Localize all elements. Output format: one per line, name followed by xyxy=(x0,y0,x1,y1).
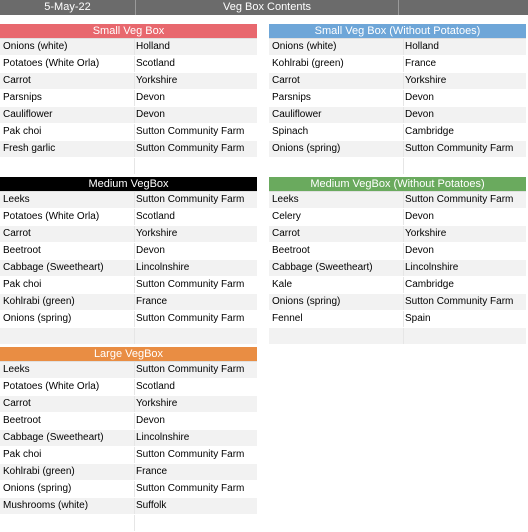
table-row[interactable] xyxy=(269,107,526,124)
origin-cell[interactable]: Devon xyxy=(405,245,434,256)
origin-cell[interactable]: Holland xyxy=(405,41,439,52)
cell-divider xyxy=(134,124,135,140)
table-row[interactable] xyxy=(269,243,526,260)
item-cell[interactable]: Pak choi xyxy=(3,279,42,290)
origin-cell[interactable]: Devon xyxy=(136,415,165,426)
cell-divider xyxy=(134,73,135,89)
table-row[interactable] xyxy=(0,430,257,447)
medium-vegbox-table xyxy=(0,177,257,345)
item-cell[interactable]: Fennel xyxy=(272,313,303,324)
item-cell[interactable]: Pak choi xyxy=(3,449,42,460)
origin-cell[interactable]: Devon xyxy=(136,245,165,256)
cell-divider xyxy=(134,209,135,225)
table-row[interactable] xyxy=(269,209,526,226)
origin-cell[interactable]: Sutton Community Farm xyxy=(136,449,245,460)
table-row[interactable] xyxy=(0,413,257,430)
cell-divider xyxy=(134,447,135,463)
table-row[interactable] xyxy=(269,294,526,311)
item-cell[interactable]: Carrot xyxy=(3,398,31,409)
table-row[interactable] xyxy=(269,73,526,90)
table-row[interactable] xyxy=(269,328,526,345)
origin-cell[interactable]: Sutton Community Farm xyxy=(405,194,514,205)
item-cell[interactable]: Spinach xyxy=(272,126,309,137)
table-row[interactable] xyxy=(0,464,257,481)
origin-cell[interactable]: Holland xyxy=(136,41,170,52)
small-veg-box-title[interactable]: Small Veg Box xyxy=(0,24,257,39)
table-row[interactable] xyxy=(0,277,257,294)
cell-divider xyxy=(134,277,135,293)
table-row[interactable] xyxy=(0,379,257,396)
cell-divider xyxy=(134,515,135,531)
origin-cell[interactable]: Devon xyxy=(405,109,434,120)
origin-cell[interactable]: France xyxy=(405,58,437,69)
origin-cell[interactable]: Scotland xyxy=(136,211,175,222)
cell-divider xyxy=(403,328,404,344)
cell-divider xyxy=(134,39,135,55)
item-cell[interactable]: Leeks xyxy=(272,194,299,205)
cell-divider xyxy=(134,396,135,412)
table-row[interactable] xyxy=(0,107,257,124)
origin-cell[interactable]: Yorkshire xyxy=(136,398,178,409)
sheet-header xyxy=(0,0,528,15)
small-veg-box-without-potatoes-table xyxy=(269,24,526,175)
cell-divider xyxy=(403,243,404,259)
table-row[interactable] xyxy=(0,260,257,277)
item-cell[interactable]: Carrot xyxy=(272,228,300,239)
origin-cell[interactable]: Sutton Community Farm xyxy=(136,313,245,324)
table-row[interactable] xyxy=(0,124,257,141)
large-vegbox-title[interactable]: Large VegBox xyxy=(0,347,257,362)
cell-divider xyxy=(403,90,404,106)
table-row[interactable] xyxy=(0,158,257,175)
origin-cell[interactable]: Scotland xyxy=(136,381,175,392)
header-title[interactable]: Veg Box Contents xyxy=(222,1,312,13)
origin-cell[interactable]: Yorkshire xyxy=(405,75,447,86)
origin-cell[interactable]: Devon xyxy=(405,92,434,103)
item-cell[interactable]: Kohlrabi (green) xyxy=(3,296,75,307)
cell-divider xyxy=(134,413,135,429)
table-row[interactable] xyxy=(269,311,526,328)
table-row[interactable] xyxy=(269,260,526,277)
cell-divider xyxy=(134,328,135,344)
small-veg-box-table xyxy=(0,24,257,175)
cell-divider xyxy=(134,362,135,378)
item-cell[interactable]: Potatoes (White Orla) xyxy=(3,58,100,69)
origin-cell[interactable]: France xyxy=(136,466,168,477)
table-row[interactable] xyxy=(269,141,526,158)
item-cell[interactable]: Pak choi xyxy=(3,126,42,137)
item-cell[interactable]: Onions (white) xyxy=(272,41,337,52)
table-row[interactable] xyxy=(0,243,257,260)
cell-divider xyxy=(134,158,135,174)
item-cell[interactable]: Onions (white) xyxy=(3,41,68,52)
origin-cell[interactable]: Scotland xyxy=(136,58,175,69)
origin-cell[interactable]: Devon xyxy=(405,211,434,222)
cell-divider xyxy=(403,294,404,310)
origin-cell[interactable]: Sutton Community Farm xyxy=(405,143,514,154)
cell-divider xyxy=(403,124,404,140)
cell-divider xyxy=(403,260,404,276)
item-cell[interactable]: Carrot xyxy=(272,75,300,86)
origin-cell[interactable]: Spain xyxy=(405,313,431,324)
item-cell[interactable]: Cauliflower xyxy=(272,109,322,120)
table-row[interactable] xyxy=(0,515,257,532)
origin-cell[interactable]: Yorkshire xyxy=(136,75,178,86)
header-date[interactable]: 5-May-22 xyxy=(44,1,91,13)
table-row[interactable] xyxy=(0,481,257,498)
cell-divider xyxy=(134,56,135,72)
table-row[interactable] xyxy=(0,294,257,311)
medium-vegbox-title[interactable]: Medium VegBox xyxy=(0,177,257,192)
cell-divider xyxy=(403,226,404,242)
item-cell[interactable]: Kohlrabi (green) xyxy=(272,58,344,69)
cell-divider xyxy=(134,379,135,395)
table-row[interactable] xyxy=(269,56,526,73)
cell-divider xyxy=(403,73,404,89)
item-cell[interactable]: Celery xyxy=(272,211,301,222)
cell-divider xyxy=(134,226,135,242)
item-cell[interactable]: Beetroot xyxy=(3,245,41,256)
origin-cell[interactable]: Sutton Community Farm xyxy=(136,483,245,494)
item-cell[interactable]: Beetroot xyxy=(272,245,310,256)
cell-divider xyxy=(403,311,404,327)
origin-cell[interactable]: Yorkshire xyxy=(405,228,447,239)
item-cell[interactable]: Mushrooms (white) xyxy=(3,500,89,511)
table-row[interactable] xyxy=(0,73,257,90)
origin-cell[interactable]: Cambridge xyxy=(405,126,454,137)
medium-vegbox-without-potatoes-title[interactable]: Medium VegBox (Without Potatoes) xyxy=(269,177,526,192)
cell-divider xyxy=(134,430,135,446)
origin-cell[interactable]: Yorkshire xyxy=(136,228,178,239)
cell-divider xyxy=(403,158,404,174)
cell-divider xyxy=(403,107,404,123)
table-row[interactable] xyxy=(0,39,257,56)
cell-divider xyxy=(134,464,135,480)
table-row[interactable] xyxy=(269,192,526,209)
item-cell[interactable]: Fresh garlic xyxy=(3,143,56,154)
origin-cell[interactable]: Devon xyxy=(136,109,165,120)
cell-divider xyxy=(403,209,404,225)
origin-cell[interactable]: Suffolk xyxy=(136,500,167,511)
cell-divider xyxy=(134,192,135,208)
origin-cell[interactable]: Cambridge xyxy=(405,279,454,290)
table-row[interactable] xyxy=(269,277,526,294)
large-vegbox-table xyxy=(0,347,257,532)
origin-cell[interactable]: Sutton Community Farm xyxy=(136,126,245,137)
cell-divider xyxy=(134,141,135,157)
origin-cell[interactable]: Lincolnshire xyxy=(405,262,459,273)
item-cell[interactable]: Carrot xyxy=(3,228,31,239)
origin-cell[interactable]: Lincolnshire xyxy=(136,262,190,273)
origin-cell[interactable]: Sutton Community Farm xyxy=(136,194,245,205)
table-row[interactable] xyxy=(0,396,257,413)
item-cell[interactable]: Onions (spring) xyxy=(272,143,341,154)
origin-cell[interactable]: Sutton Community Farm xyxy=(136,143,245,154)
item-cell[interactable]: Onions (spring) xyxy=(3,313,72,324)
origin-cell[interactable]: Lincolnshire xyxy=(136,432,190,443)
cell-divider xyxy=(134,260,135,276)
table-row[interactable] xyxy=(0,90,257,107)
cell-divider xyxy=(134,243,135,259)
item-cell[interactable]: Cabbage (Sweetheart) xyxy=(3,262,104,273)
item-cell[interactable]: Carrot xyxy=(3,75,31,86)
origin-cell[interactable]: Sutton Community Farm xyxy=(136,279,245,290)
item-cell[interactable]: Potatoes (White Orla) xyxy=(3,211,100,222)
item-cell[interactable]: Onions (spring) xyxy=(272,296,341,307)
table-row[interactable] xyxy=(0,141,257,158)
table-row[interactable] xyxy=(0,328,257,345)
table-row[interactable] xyxy=(0,56,257,73)
origin-cell[interactable]: France xyxy=(136,296,168,307)
item-cell[interactable]: Cauliflower xyxy=(3,109,53,120)
cell-divider xyxy=(403,39,404,55)
item-cell[interactable]: Kale xyxy=(272,279,293,290)
item-cell[interactable]: Leeks xyxy=(3,364,30,375)
cell-divider xyxy=(134,481,135,497)
table-row[interactable] xyxy=(0,362,257,379)
table-row[interactable] xyxy=(269,124,526,141)
cell-divider xyxy=(134,498,135,514)
table-row[interactable] xyxy=(0,209,257,226)
item-cell[interactable]: Potatoes (White Orla) xyxy=(3,381,100,392)
header-divider xyxy=(398,0,399,15)
table-row[interactable] xyxy=(0,226,257,243)
origin-cell[interactable]: Sutton Community Farm xyxy=(136,364,245,375)
item-cell[interactable]: Cabbage (Sweetheart) xyxy=(272,262,373,273)
cell-divider xyxy=(134,311,135,327)
cell-divider xyxy=(403,56,404,72)
cell-divider xyxy=(403,192,404,208)
small-veg-box-without-potatoes-title[interactable]: Small Veg Box (Without Potatoes) xyxy=(269,24,526,39)
item-cell[interactable]: Beetroot xyxy=(3,415,41,426)
origin-cell[interactable]: Devon xyxy=(136,92,165,103)
cell-divider xyxy=(134,107,135,123)
medium-vegbox-without-potatoes-table xyxy=(269,177,526,345)
table-row[interactable] xyxy=(269,39,526,56)
cell-divider xyxy=(403,277,404,293)
table-row[interactable] xyxy=(269,90,526,107)
item-cell[interactable]: Parsnips xyxy=(272,92,311,103)
origin-cell[interactable]: Sutton Community Farm xyxy=(405,296,514,307)
item-cell[interactable]: Kohlrabi (green) xyxy=(3,466,75,477)
cell-divider xyxy=(134,294,135,310)
item-cell[interactable]: Parsnips xyxy=(3,92,42,103)
item-cell[interactable]: Onions (spring) xyxy=(3,483,72,494)
table-row[interactable] xyxy=(0,447,257,464)
table-row[interactable] xyxy=(269,158,526,175)
cell-divider xyxy=(134,90,135,106)
cell-divider xyxy=(403,141,404,157)
table-row[interactable] xyxy=(0,192,257,209)
table-row[interactable] xyxy=(0,498,257,515)
table-row[interactable] xyxy=(269,226,526,243)
table-row[interactable] xyxy=(0,311,257,328)
item-cell[interactable]: Cabbage (Sweetheart) xyxy=(3,432,104,443)
item-cell[interactable]: Leeks xyxy=(3,194,30,205)
